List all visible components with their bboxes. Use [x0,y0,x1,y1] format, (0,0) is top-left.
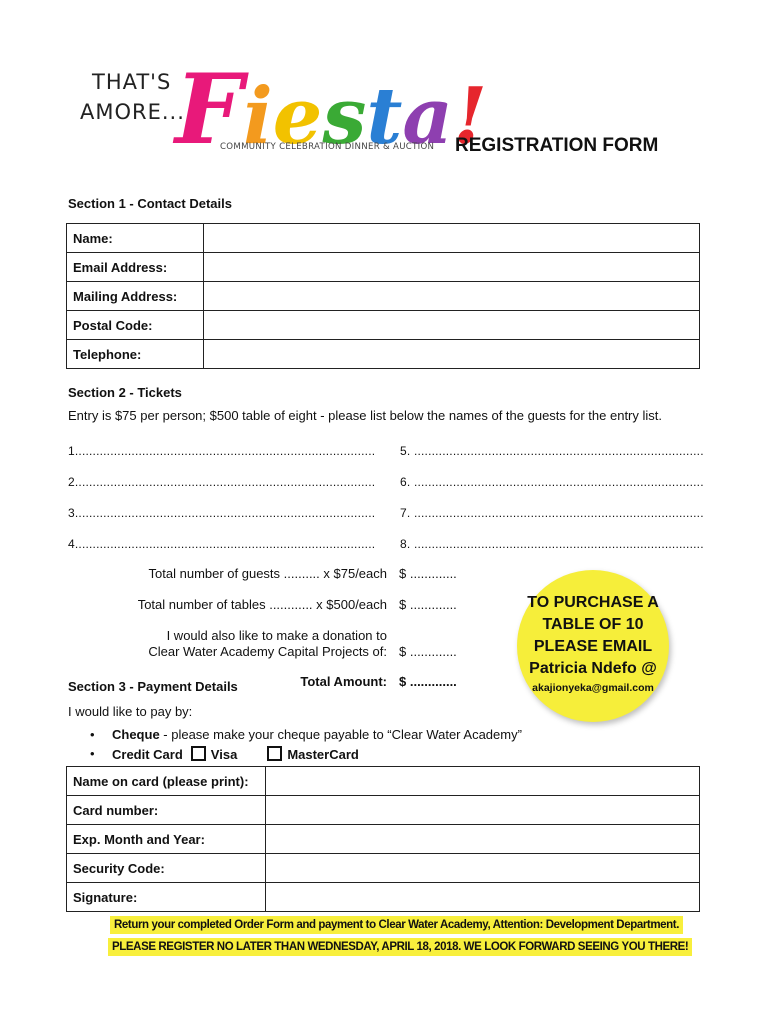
card-number-field[interactable] [266,796,700,825]
table-row [67,311,700,340]
telephone-field[interactable] [204,340,700,369]
logo-subtitle: COMMUNITY CELEBRATION DINNER & AUCTION [220,142,435,152]
guest-line-8[interactable]: 8. .................................................................................. [400,537,704,551]
guest-line-5[interactable]: 5. .................................................................................. [400,444,704,458]
total-tables-label: Total number of tables ............ x $500/each [137,597,387,612]
card-name-field[interactable] [266,767,700,796]
section2-heading: Section 2 - Tickets [68,385,182,400]
table-row [67,282,700,311]
callout-line: PLEASE EMAIL [533,638,653,655]
callout-line: TO PURCHASE A [527,594,659,611]
guest-line-3[interactable]: 3..................................................................................... [68,506,376,520]
callout-email[interactable]: akajionyeka@gmail.com [532,682,654,694]
fiesta-letter: F [175,53,244,166]
payment-intro: I would like to pay by: [68,704,193,719]
guest-line-1[interactable]: 1..................................................................................... [68,444,376,458]
table-row [67,340,700,369]
field-label-telephone: Telephone: [67,340,204,369]
total-amount-label: Total Amount: [300,674,387,689]
table-row [67,883,700,912]
expiry-field[interactable] [266,825,700,854]
visa-checkbox[interactable] [191,746,206,761]
callout-line: Patricia Ndefo @ [529,660,657,677]
signature-field[interactable] [266,883,700,912]
field-label-signature: Signature: [67,883,266,912]
donation-label-line1: I would also like to make a donation to [166,628,387,643]
guest-line-6[interactable]: 6. .................................................................................. [400,475,704,489]
cheque-option [112,727,522,742]
email-field[interactable] [204,253,700,282]
postal-code-field[interactable] [204,311,700,340]
table-row [67,224,700,253]
table-row [67,253,700,282]
field-label-card-name: Name on card (please print): [67,767,266,796]
table-purchase-callout [517,570,669,722]
visa-label: Visa [210,747,238,762]
total-guests-label: Total number of guests .......... x $75/each [148,566,387,581]
table-row [67,854,700,883]
contact-details-table [66,223,700,369]
field-label-email: Email Address: [67,253,204,282]
logo-text-line1: THAT'S [92,70,172,94]
fiesta-letter: a [402,71,453,162]
credit-card-option [112,746,359,762]
field-label-security: Security Code: [67,854,266,883]
security-code-field[interactable] [266,854,700,883]
guest-line-7[interactable]: 7. .................................................................................. [400,506,704,520]
donation-label-line2: Clear Water Academy Capital Projects of: [148,644,387,659]
fiesta-letter: e [272,71,323,162]
field-label-expiry: Exp. Month and Year: [67,825,266,854]
payment-details-table [66,766,700,912]
table-row [67,825,700,854]
fiesta-letter: ! [452,71,488,162]
total-amount-value[interactable]: $ ............. [399,674,457,689]
callout-line: TABLE OF 10 [542,616,644,633]
fiesta-letter: s [322,71,367,162]
mastercard-checkbox[interactable] [267,746,282,761]
field-label-name: Name: [67,224,204,253]
registration-deadline: PLEASE REGISTER NO LATER THAN WEDNESDAY, APRIL 18, 2018. WE LOOK FORWARD SEEING YOU THERE! [108,938,692,956]
section3-heading: Section 3 - Payment Details [68,679,238,694]
total-tables-value[interactable]: $ ............. [399,597,457,612]
fiesta-letter: i [243,71,273,162]
tickets-instructions: Entry is $75 per person; $500 table of eight - please list below the names of the guests for the entry list. [68,408,663,423]
mailing-address-field[interactable] [204,282,700,311]
mastercard-label: MasterCard [287,747,359,762]
field-label-postal: Postal Code: [67,311,204,340]
section1-heading: Section 1 - Contact Details [68,196,232,211]
fiesta-letter: t [366,71,403,162]
return-instructions: Return your completed Order Form and payment to Clear Water Academy, Attention: Development Department. [110,916,683,934]
cheque-instructions: - please make your cheque payable to “Clear Water Academy” [159,727,522,742]
logo-text-line2: AMORE... [80,100,185,124]
donation-value[interactable]: $ ............. [399,644,457,659]
name-field[interactable] [204,224,700,253]
bullet-icon: • [90,746,95,761]
bullet-icon: • [90,727,95,742]
cheque-label: Cheque [112,727,160,742]
credit-card-label: Credit Card [112,747,183,762]
guest-line-2[interactable]: 2..................................................................................... [68,475,376,489]
table-row [67,796,700,825]
field-label-mailing: Mailing Address: [67,282,204,311]
table-row [67,767,700,796]
page-title: REGISTRATION FORM [455,135,659,156]
guest-line-4[interactable]: 4..................................................................................... [68,537,376,551]
total-guests-value[interactable]: $ ............. [399,566,457,581]
field-label-card-number: Card number: [67,796,266,825]
